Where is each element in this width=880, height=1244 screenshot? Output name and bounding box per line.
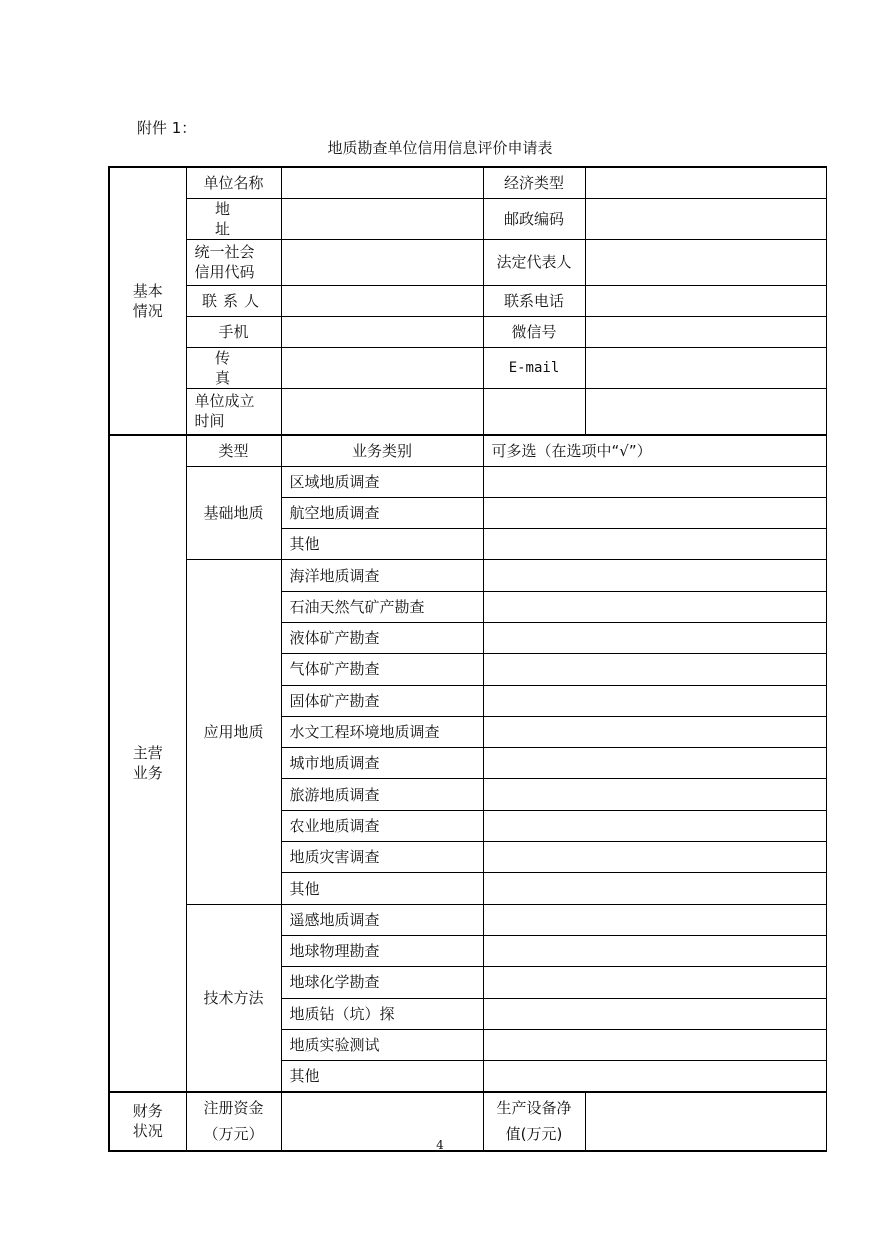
business-item-checkbox-cell[interactable] bbox=[483, 591, 826, 622]
founded-extra-field bbox=[585, 388, 826, 435]
business-item-checkbox-cell[interactable] bbox=[483, 998, 826, 1029]
credit-code-label: 统一社会 信用代码 bbox=[186, 239, 281, 285]
business-item-label: 其他 bbox=[281, 1061, 483, 1092]
business-item-checkbox-cell[interactable] bbox=[483, 967, 826, 998]
business-item-checkbox-cell[interactable] bbox=[483, 529, 826, 560]
wechat-field[interactable] bbox=[585, 316, 826, 347]
business-item-label: 遥感地质调查 bbox=[281, 904, 483, 935]
business-item-checkbox-cell[interactable] bbox=[483, 560, 826, 591]
business-item-checkbox-cell[interactable] bbox=[483, 779, 826, 810]
founded-label: 单位成立 时间 bbox=[186, 388, 281, 435]
business-item-label: 地质灾害调查 bbox=[281, 842, 483, 873]
contact-field[interactable] bbox=[281, 285, 483, 316]
address-label: 地址 bbox=[186, 198, 281, 239]
legal-rep-field[interactable] bbox=[585, 239, 826, 285]
type-header: 类型 bbox=[186, 435, 281, 466]
form-title: 地质勘查单位信用信息评价申请表 bbox=[327, 139, 553, 157]
business-item-label: 液体矿产勘查 bbox=[281, 622, 483, 653]
contact-label: 联系人 bbox=[186, 285, 281, 316]
registered-capital-label: 注册资金 （万元） bbox=[186, 1092, 281, 1151]
business-item-checkbox-cell[interactable] bbox=[483, 466, 826, 497]
business-item-checkbox-cell[interactable] bbox=[483, 810, 826, 841]
business-item-checkbox-cell[interactable] bbox=[483, 716, 826, 747]
business-item-label: 气体矿产勘查 bbox=[281, 654, 483, 685]
business-item-checkbox-cell[interactable] bbox=[483, 1061, 826, 1092]
business-item-checkbox-cell[interactable] bbox=[483, 873, 826, 904]
business-item-checkbox-cell[interactable] bbox=[483, 622, 826, 653]
business-type-cell: 基础地质 bbox=[186, 466, 281, 560]
business-item-checkbox-cell[interactable] bbox=[483, 842, 826, 873]
page-number: 4 bbox=[436, 1138, 444, 1152]
mobile-label: 手机 bbox=[186, 316, 281, 347]
fax-label: 传真 bbox=[186, 347, 281, 388]
business-section-label: 主营 业务 bbox=[109, 435, 186, 1092]
unit-name-label: 单位名称 bbox=[186, 167, 281, 198]
econ-type-label: 经济类型 bbox=[483, 167, 585, 198]
equipment-value-label: 生产设备净 值(万元) bbox=[483, 1092, 585, 1151]
business-type-cell: 技术方法 bbox=[186, 904, 281, 1092]
business-item-checkbox-cell[interactable] bbox=[483, 935, 826, 966]
category-header: 业务类别 bbox=[281, 435, 483, 466]
business-item-label: 旅游地质调查 bbox=[281, 779, 483, 810]
business-type-cell: 应用地质 bbox=[186, 560, 281, 904]
wechat-label: 微信号 bbox=[483, 316, 585, 347]
business-item-label: 水文工程环境地质调查 bbox=[281, 716, 483, 747]
business-item-label: 农业地质调查 bbox=[281, 810, 483, 841]
email-label: E-mail bbox=[483, 347, 585, 388]
econ-type-field[interactable] bbox=[585, 167, 826, 198]
business-item-checkbox-cell[interactable] bbox=[483, 685, 826, 716]
fax-field[interactable] bbox=[281, 347, 483, 388]
business-item-label: 其他 bbox=[281, 873, 483, 904]
business-item-label: 航空地质调查 bbox=[281, 497, 483, 528]
credit-code-field[interactable] bbox=[281, 239, 483, 285]
unit-name-field[interactable] bbox=[281, 167, 483, 198]
contact-phone-label: 联系电话 bbox=[483, 285, 585, 316]
finance-section-label: 财务 状况 bbox=[109, 1092, 186, 1151]
contact-phone-field[interactable] bbox=[585, 285, 826, 316]
business-item-label: 固体矿产勘查 bbox=[281, 685, 483, 716]
postal-code-label: 邮政编码 bbox=[483, 198, 585, 239]
business-item-checkbox-cell[interactable] bbox=[483, 1029, 826, 1060]
application-form-table bbox=[108, 166, 827, 1152]
founded-extra-cell bbox=[483, 388, 585, 435]
business-item-checkbox-cell[interactable] bbox=[483, 904, 826, 935]
founded-field[interactable] bbox=[281, 388, 483, 435]
business-item-checkbox-cell[interactable] bbox=[483, 654, 826, 685]
business-item-label: 城市地质调查 bbox=[281, 748, 483, 779]
business-item-checkbox-cell[interactable] bbox=[483, 748, 826, 779]
business-item-label: 石油天然气矿产勘查 bbox=[281, 591, 483, 622]
business-item-label: 地球化学勘查 bbox=[281, 967, 483, 998]
attachment-label: 附件 1： bbox=[137, 119, 197, 137]
mobile-field[interactable] bbox=[281, 316, 483, 347]
address-field[interactable] bbox=[281, 198, 483, 239]
business-item-checkbox-cell[interactable] bbox=[483, 497, 826, 528]
business-item-label: 地球物理勘查 bbox=[281, 935, 483, 966]
postal-code-field[interactable] bbox=[585, 198, 826, 239]
email-field[interactable] bbox=[585, 347, 826, 388]
legal-rep-label: 法定代表人 bbox=[483, 239, 585, 285]
business-item-label: 区域地质调查 bbox=[281, 466, 483, 497]
business-item-label: 其他 bbox=[281, 529, 483, 560]
basic-section-label: 基本 情况 bbox=[109, 167, 186, 435]
select-header: 可多选（在选项中“√”） bbox=[483, 435, 826, 466]
business-item-label: 海洋地质调查 bbox=[281, 560, 483, 591]
business-item-label: 地质实验测试 bbox=[281, 1029, 483, 1060]
business-item-label: 地质钻（坑）探 bbox=[281, 998, 483, 1029]
